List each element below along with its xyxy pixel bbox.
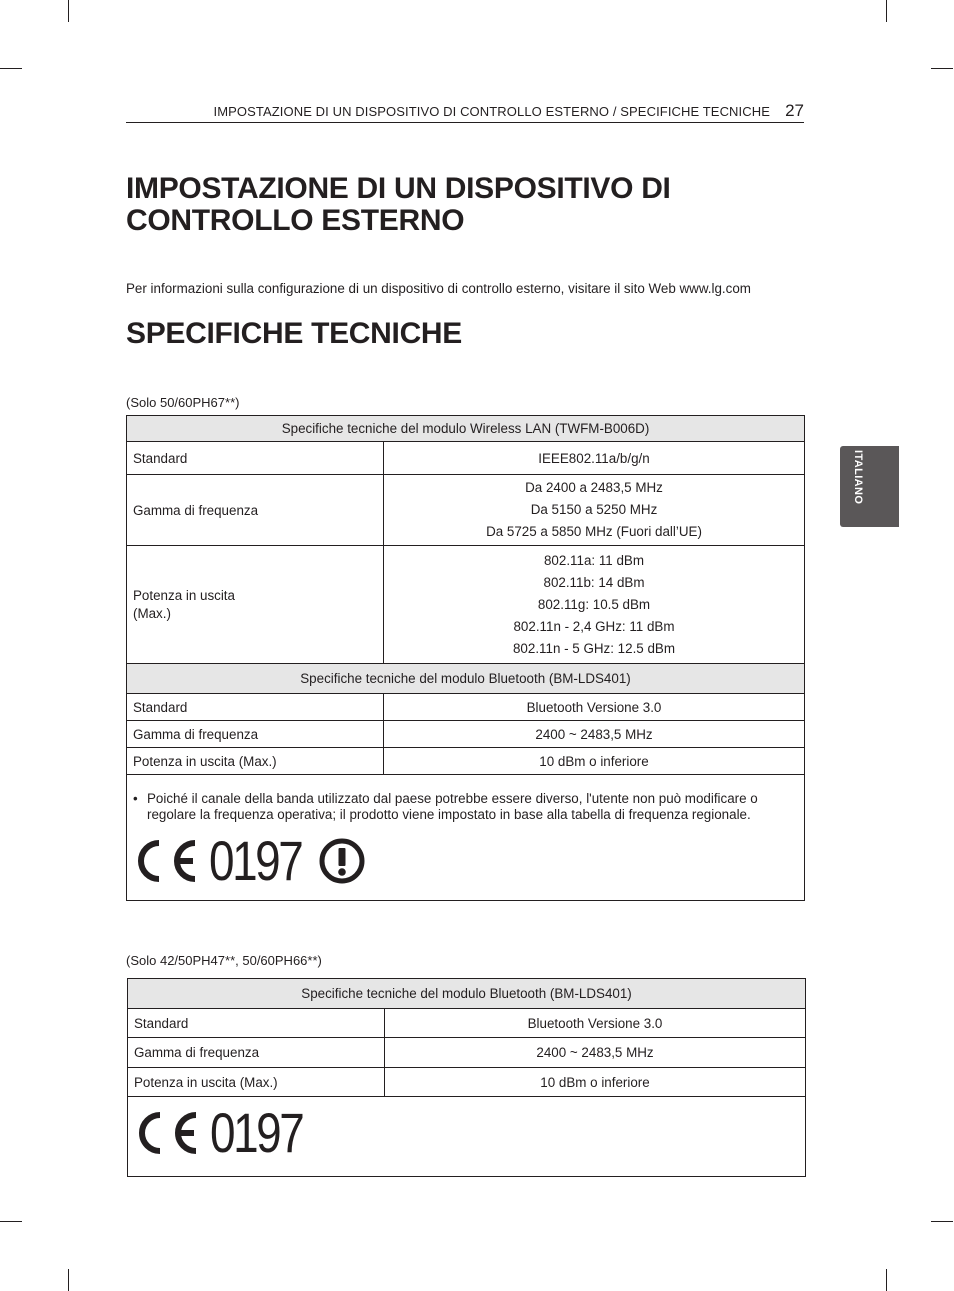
row-value: 10 dBm o inferiore xyxy=(385,1068,806,1097)
section-title-specs: SPECIFICHE TECNICHE xyxy=(126,317,463,350)
model-note: (Solo 50/60PH67**) xyxy=(126,395,240,410)
row-label: Standard xyxy=(127,694,384,721)
row-label: Gamma di frequenza xyxy=(127,721,384,748)
bullet-item xyxy=(133,791,798,823)
page-number: 27 xyxy=(785,101,804,120)
value-line: 802.11b: 14 dBm xyxy=(543,574,645,590)
row-label: Gamma di frequenza xyxy=(127,475,384,546)
row-value: 10 dBm o inferiore xyxy=(384,748,805,775)
running-header xyxy=(126,100,804,123)
row-label: Standard xyxy=(127,442,384,475)
table-row xyxy=(128,1038,806,1068)
spec-table-bt xyxy=(127,978,806,1177)
row-value xyxy=(384,546,805,664)
bullet-dot: • xyxy=(133,791,138,806)
spec-table-wlan-bt xyxy=(126,415,805,901)
row-value: IEEE802.11a/b/g/n xyxy=(384,442,805,475)
value-line: 802.11n - 2,4 GHz: 11 dBm xyxy=(513,618,675,634)
ce-notified-body-number: 0197 xyxy=(209,829,302,892)
ce-notified-body-number: 0197 xyxy=(210,1101,303,1164)
row-value: 2400 ~ 2483,5 MHz xyxy=(385,1038,806,1068)
table-row-notice xyxy=(127,775,805,901)
model-note: (Solo 42/50PH47**, 50/60PH66**) xyxy=(126,953,322,968)
crop-mark xyxy=(68,0,69,22)
value-line: 802.11a: 11 dBm xyxy=(543,552,644,568)
running-title: IMPOSTAZIONE DI UN DISPOSITIVO DI CONTROLLO ESTERNO / SPECIFICHE TECNICHE xyxy=(213,104,770,119)
row-value: 2400 ~ 2483,5 MHz xyxy=(384,721,805,748)
row-label xyxy=(127,546,384,664)
ce-mark-icon xyxy=(133,838,199,884)
language-tab-label: ITALIANO xyxy=(852,450,864,505)
crop-mark xyxy=(931,1221,953,1222)
label-line: (Max.) xyxy=(133,605,171,621)
row-value xyxy=(384,475,805,546)
crop-mark xyxy=(0,1221,22,1222)
row-label: Gamma di frequenza xyxy=(128,1038,385,1068)
table-row xyxy=(127,442,805,475)
value-line: Da 2400 a 2483,5 MHz xyxy=(525,480,663,495)
bt-header: Specifiche tecniche del modulo Bluetooth (BM-LDS401) xyxy=(127,664,805,694)
table-row xyxy=(127,694,805,721)
table-row xyxy=(128,1009,806,1038)
intro-paragraph: Per informazioni sulla configurazione di un dispositivo di controllo esterno, visitare il sito Web www.lg.com xyxy=(126,281,751,296)
table-header-row xyxy=(128,979,806,1009)
crop-mark xyxy=(886,0,887,22)
crop-mark xyxy=(68,1269,69,1291)
table-row xyxy=(128,1068,806,1097)
label-line: Potenza in uscita xyxy=(133,587,235,603)
table-header-row xyxy=(127,416,805,442)
ce-cell xyxy=(128,1097,806,1177)
row-label: Potenza in uscita (Max.) xyxy=(128,1068,385,1097)
crop-mark xyxy=(886,1269,887,1291)
crop-mark xyxy=(0,68,22,69)
row-label: Potenza in uscita (Max.) xyxy=(127,748,384,775)
table-row xyxy=(127,721,805,748)
ce-mark-icon xyxy=(134,1110,200,1156)
ce-marking xyxy=(133,829,798,892)
table-header-row xyxy=(127,664,805,694)
row-value: Bluetooth Versione 3.0 xyxy=(384,694,805,721)
bullet-text: Poiché il canale della banda utilizzato dal paese potrebbe essere diverso, l'utente non può modificare o regolare la frequenza operativa; il prodotto viene impostato in base alla tabella di frequenza regionale. xyxy=(147,791,758,822)
value-line: 802.11n - 5 GHz: 12.5 dBm xyxy=(512,640,675,656)
bt-header: Specifiche tecniche del modulo Bluetooth (BM-LDS401) xyxy=(128,979,806,1009)
ce-marking xyxy=(134,1101,799,1164)
section-title-external-control: IMPOSTAZIONE DI UN DISPOSITIVO DI CONTROLLO ESTERNO xyxy=(126,172,671,237)
wlan-header: Specifiche tecniche del modulo Wireless LAN (TWFM-B006D) xyxy=(127,416,805,442)
crop-mark xyxy=(931,68,953,69)
value-line: Da 5150 a 5250 MHz xyxy=(530,502,658,517)
table-row-ce xyxy=(128,1097,806,1177)
value-line: Da 5725 a 5850 MHz (Fuori dall’UE) xyxy=(486,524,702,539)
table-row xyxy=(127,475,805,546)
table-row xyxy=(127,546,805,664)
row-value: Bluetooth Versione 3.0 xyxy=(385,1009,806,1038)
value-line: 802.11g: 10.5 dBm xyxy=(537,596,651,612)
row-label: Standard xyxy=(128,1009,385,1038)
table-row xyxy=(127,748,805,775)
notice-cell xyxy=(127,775,805,901)
alert-class2-icon xyxy=(318,837,366,885)
language-tab xyxy=(840,446,899,527)
